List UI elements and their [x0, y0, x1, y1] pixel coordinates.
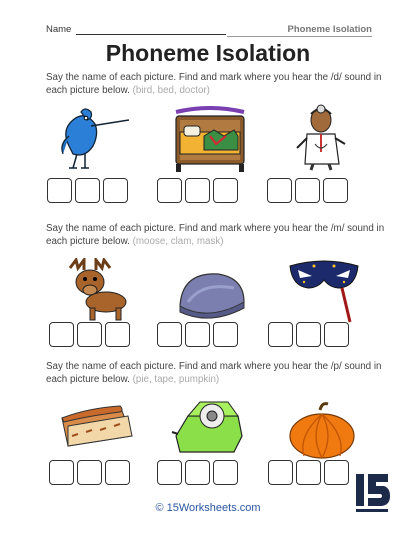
answer-boxes-3c: [268, 460, 349, 485]
pie-icon: [58, 396, 138, 464]
answer-box-end[interactable]: [324, 460, 349, 485]
answer-box-beginning[interactable]: [157, 178, 182, 203]
instruction-text: Say the name of each picture. Find and mark where you hear the /p/ sound in each picture below.: [46, 361, 382, 385]
answer-box-beginning[interactable]: [49, 322, 74, 347]
answer-box-middle[interactable]: [185, 460, 210, 485]
clam-icon: [172, 262, 252, 330]
answer-box-beginning[interactable]: [267, 178, 292, 203]
answer-box-middle[interactable]: [295, 178, 320, 203]
answer-box-middle[interactable]: [75, 178, 100, 203]
worksheet-name: Phoneme Isolation: [287, 24, 372, 35]
answer-boxes-3b: [157, 460, 238, 485]
answer-box-end[interactable]: [105, 322, 130, 347]
answer-box-end[interactable]: [213, 322, 238, 347]
pumpkin-icon: [282, 400, 362, 468]
word-hint: (moose, clam, mask): [132, 236, 224, 247]
moose-icon: [58, 258, 138, 326]
word-hint: (bird, bed, doctor): [132, 85, 210, 96]
bird-icon: [55, 106, 135, 174]
mask-icon: [284, 256, 364, 324]
worksheet-name-line: [227, 36, 372, 37]
answer-box-beginning[interactable]: [49, 460, 74, 485]
word-hint: (pie, tape, pumpkin): [132, 374, 220, 385]
doctor-icon: [283, 104, 363, 172]
answer-box-beginning[interactable]: [268, 460, 293, 485]
answer-box-beginning[interactable]: [157, 460, 182, 485]
answer-box-end[interactable]: [213, 460, 238, 485]
answer-box-end[interactable]: [105, 460, 130, 485]
copyright-link[interactable]: © 15Worksheets.com: [155, 502, 261, 514]
name-line[interactable]: [76, 34, 226, 35]
instruction-3: [46, 360, 386, 386]
answer-boxes-1b: [157, 178, 238, 203]
answer-boxes-2a: [49, 322, 130, 347]
answer-box-middle[interactable]: [77, 460, 102, 485]
answer-boxes-1c: [267, 178, 348, 203]
name-row: [46, 24, 372, 38]
answer-box-beginning[interactable]: [157, 322, 182, 347]
answer-box-middle[interactable]: [296, 460, 321, 485]
name-label: Name: [46, 24, 72, 35]
answer-box-middle[interactable]: [185, 322, 210, 347]
answer-boxes-2c: [268, 322, 349, 347]
answer-box-middle[interactable]: [185, 178, 210, 203]
15worksheets-logo-icon: [354, 470, 390, 516]
instruction-text: Say the name of each picture. Find and mark where you hear the /d/ sound in each picture below.: [46, 72, 382, 96]
answer-box-end[interactable]: [323, 178, 348, 203]
answer-boxes-3a: [49, 460, 130, 485]
answer-boxes-1a: [47, 178, 128, 203]
bed-icon: [170, 106, 250, 174]
answer-box-end[interactable]: [213, 178, 238, 203]
answer-boxes-2b: [157, 322, 238, 347]
answer-box-middle[interactable]: [296, 322, 321, 347]
tape-dispenser-icon: [168, 396, 248, 464]
instruction-1: [46, 71, 386, 97]
answer-box-beginning[interactable]: [47, 178, 72, 203]
answer-box-beginning[interactable]: [268, 322, 293, 347]
page-title: Phoneme Isolation: [105, 40, 311, 66]
answer-box-end[interactable]: [103, 178, 128, 203]
instruction-text: Say the name of each picture. Find and mark where you hear the /m/ sound in each picture below.: [46, 223, 385, 247]
answer-box-end[interactable]: [324, 322, 349, 347]
instruction-2: [46, 222, 386, 248]
answer-box-middle[interactable]: [77, 322, 102, 347]
